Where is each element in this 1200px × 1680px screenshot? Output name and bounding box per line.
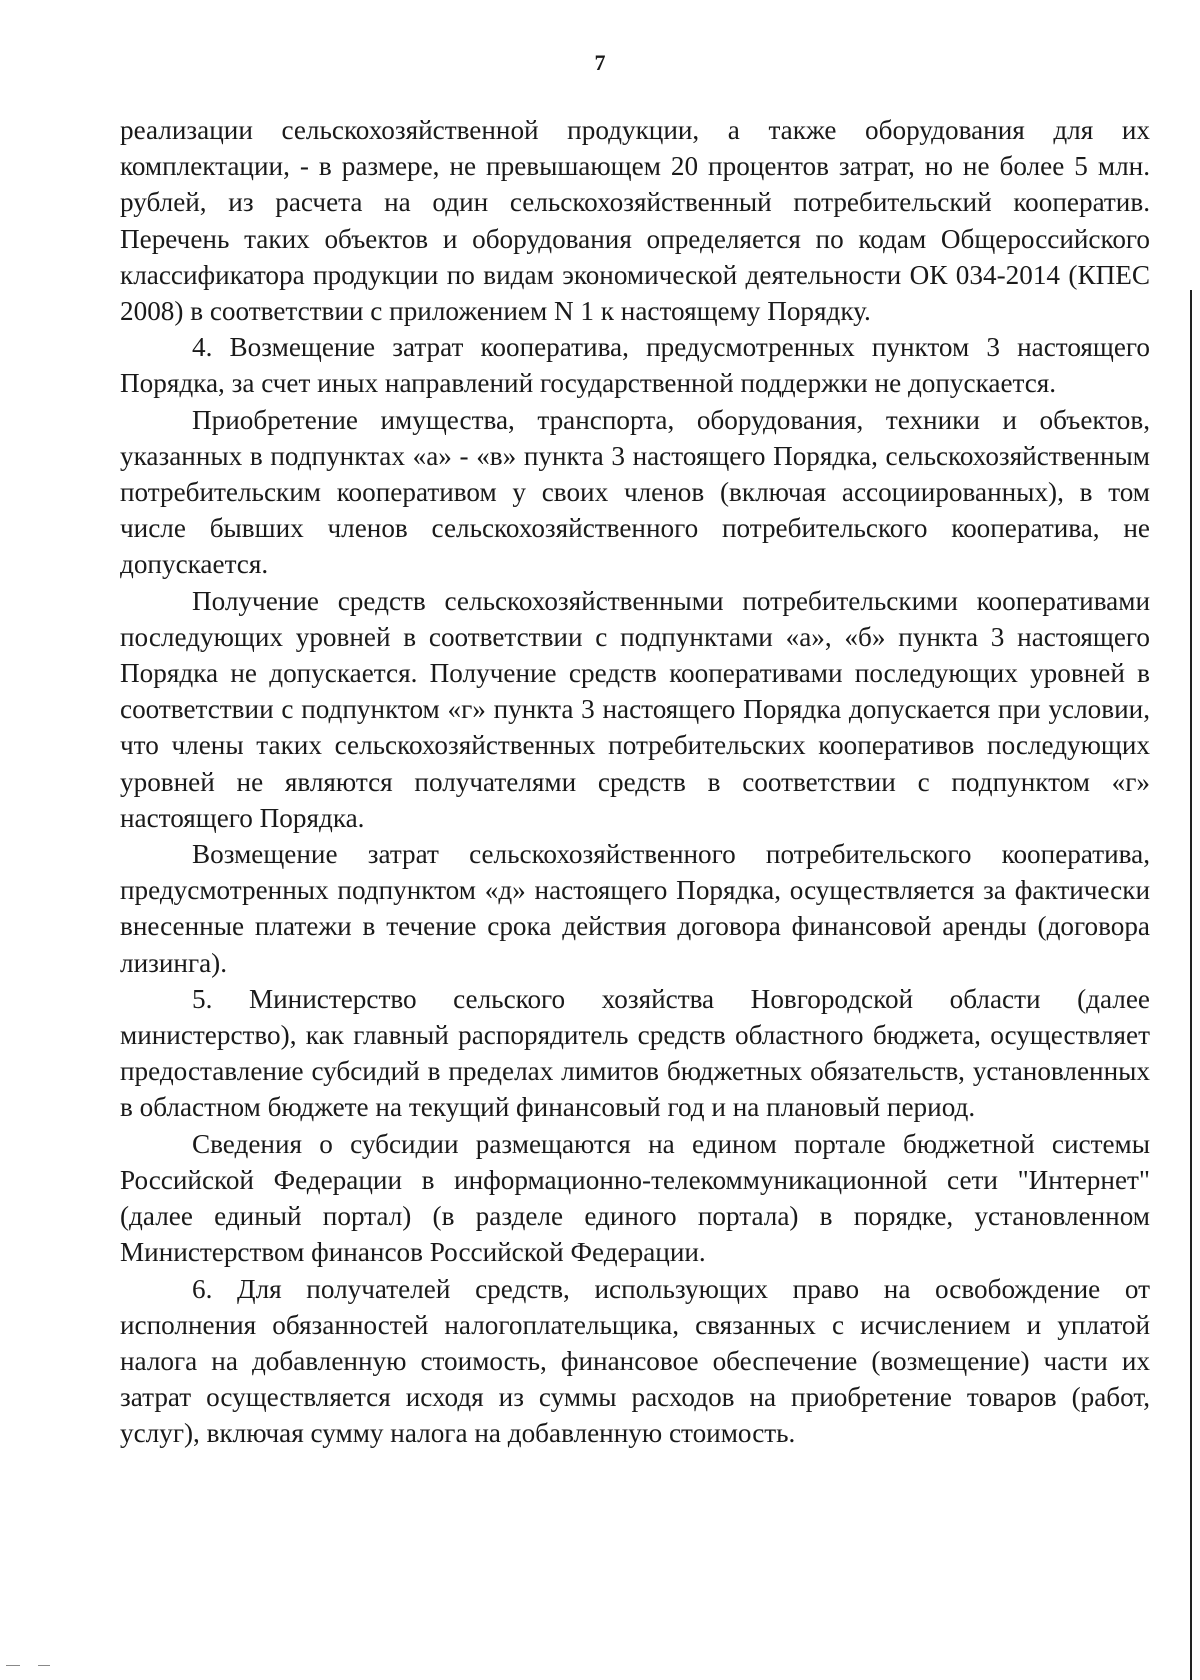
paragraph-item-4: 4. Возмещение затрат кооператива, предусмотренных пунктом 3 настоящего Порядка, за счет иных направлений государственной поддержки не допускается. <box>120 332 1150 399</box>
paragraph-item-5: 5. Министерство сельского хозяйства Новгородской области (далее министерство), как главный распорядитель средств областного бюджета, осуществляет предоставление субсидий в пределах лимитов бюджетных обязательств, установленных в областном бюджете на текущий финансовый год и на плановый период. <box>120 983 1150 1123</box>
paragraph-subsidy-portal: Сведения о субсидии размещаются на едином портале бюджетной системы Российской Федерации в информационно-телекоммуникационной сети "Интернет" (далее единый портал) (в разделе единого портала) в порядке, установленном Министерством финансов Российской Федерации. <box>120 1128 1150 1268</box>
paragraph-continuation: реализации сельскохозяйственной продукции, а также оборудования для их комплектации, - в размере, не превышающем 20 процентов затрат, но не более 5 млн. рублей, из расчета на один сельскохозяйственный потребительский кооператив. Перечень таких объектов и оборудования определяется по кодам Общероссийского классификатора продукции по видам экономической деятельности ОК 034-2014 (КПЕС 2008) в соответствии с приложением N 1 к настоящему Порядку. <box>120 115 1150 327</box>
body-text <box>120 112 1150 1452</box>
scan-mark <box>6 1665 20 1666</box>
scan-edge-line <box>1190 290 1192 1680</box>
paragraph-item-6: 6. Для получателей средств, использующих право на освобождение от исполнения обязанностей налогоплательщика, связанных с исчислением и уплатой налога на добавленную стоимость, финансовое обеспечение (возмещение) части их затрат осуществляется исходя из суммы расходов на приобретение товаров (работ, услуг), включая сумму налога на добавленную стоимость. <box>120 1273 1150 1449</box>
paragraph-property-acquisition: Приобретение имущества, транспорта, оборудования, техники и объектов, указанных в подпунктах «а» - «в» пункта 3 настоящего Порядка, сельскохозяйственным потребительским кооперативом у своих членов (включая ассоциированных), в том числе бывших членов сельскохозяйственного потребительского кооператива, не допускается. <box>120 404 1150 580</box>
page-number: 7 <box>594 50 606 75</box>
paragraph-cooperative-levels: Получение средств сельскохозяйственными потребительскими кооперативами последующих уровней в соответствии с подпунктами «а», «б» пункта 3 настоящего Порядка не допускается. Получение средств кооперативами последующих уровней в соответствии с подпунктом «г» пункта 3 настоящего Порядка допускается при условии, что члены таких сельскохозяйственных потребительских кооперативов последующих уровней не являются получателями средств в соответствии с подпунктом «г» настоящего Порядка. <box>120 585 1150 833</box>
scan-mark <box>38 1665 50 1666</box>
paragraph-leasing-reimbursement: Возмещение затрат сельскохозяйственного потребительского кооператива, предусмотренных подпунктом «д» настоящего Порядка, осуществляется за фактически внесенные платежи в течение срока действия договора финансовой аренды (договора лизинга). <box>120 839 1150 978</box>
